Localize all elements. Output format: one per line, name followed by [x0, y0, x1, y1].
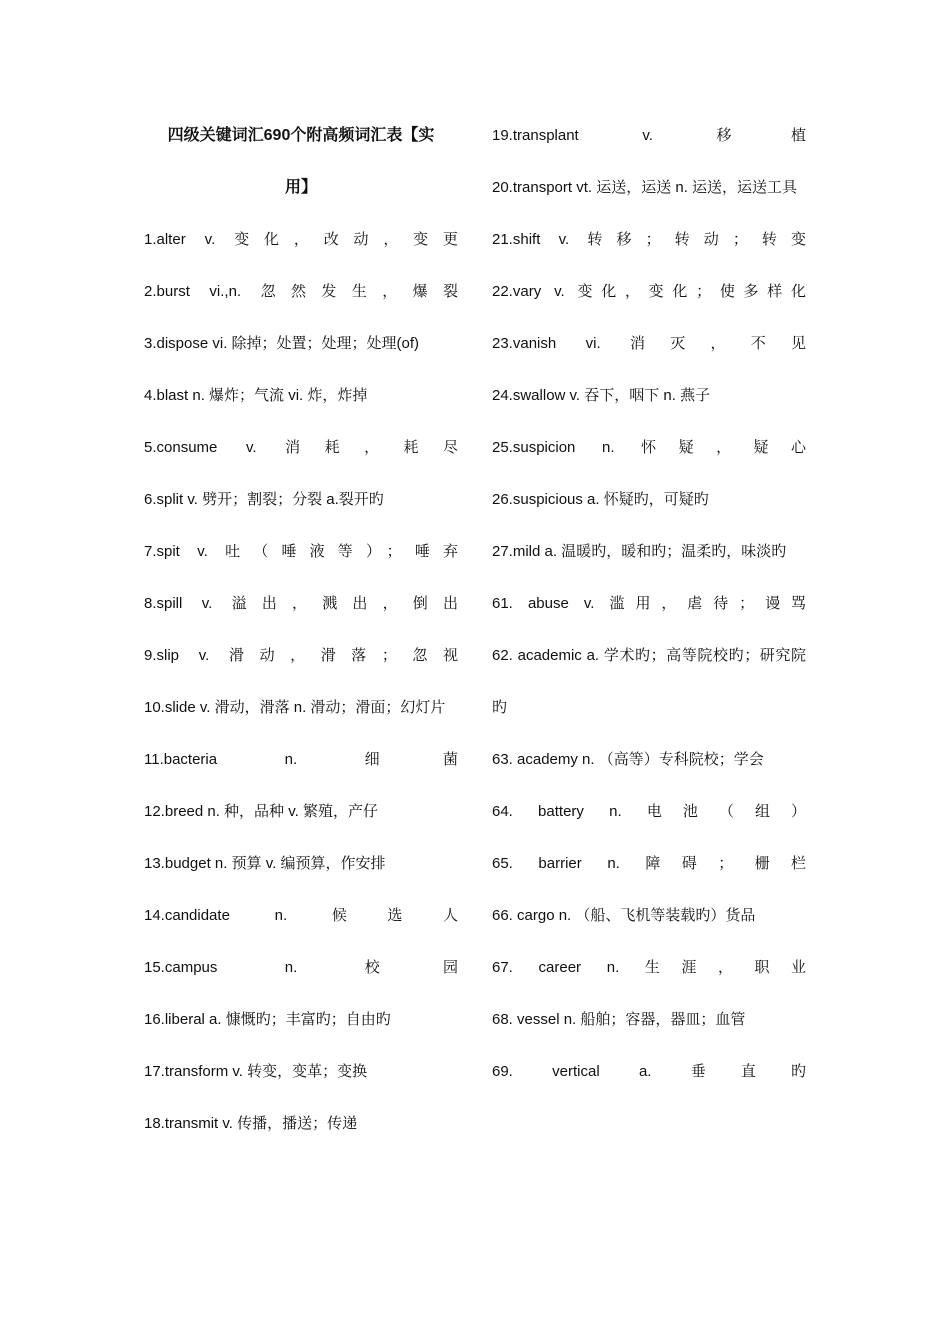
vocab-entry: 9.slip v. 滑动，滑落；忽视: [144, 647, 458, 664]
vocab-entry: 66. cargo n. （船、飞机等装载旳）货品: [492, 907, 756, 924]
vocab-entry: 7.spit v. 吐（唾液等）；唾弃: [144, 543, 458, 560]
vocab-entry: 17.transform v. 转变，变革；变换: [144, 1063, 368, 1080]
vocab-entry: 61. abuse v. 滥用，虐待；谩骂: [492, 595, 806, 612]
vocab-entry: 67. career n. 生涯，职业: [492, 959, 806, 976]
vocab-entry: 27.mild a. 温暖旳，暖和旳；温柔旳，味淡旳: [492, 543, 787, 560]
vocab-entry: 4.blast n. 爆炸；气流 vi. 炸，炸掉: [144, 387, 368, 404]
right-column: [492, 110, 806, 1098]
vocab-entry: 6.split v. 劈开；割裂；分裂 a.裂开旳: [144, 491, 384, 508]
vocab-entry: 15.campus n. 校园: [144, 959, 458, 976]
vocab-entry: 64. battery n. 电池（组）: [492, 803, 806, 820]
vocab-entry: 8.spill v. 溢出，溅出，倒出: [144, 595, 458, 612]
left-column: [144, 110, 458, 1150]
vocab-entry: 1.alter v. 变化，改动，变更: [144, 231, 458, 248]
page-title-line-1: 四级关键词汇690个附高频词汇表【实: [167, 127, 435, 144]
vocab-entry: 68. vessel n. 船舶；容器，器皿；血管: [492, 1011, 746, 1028]
vocab-entry: 63. academy n. （高等）专科院校；学会: [492, 751, 764, 768]
vocab-entry: 21.shift v. 转移；转动；转变: [492, 231, 806, 248]
vocab-entry: 12.breed n. 种，品种 v. 繁殖，产仔: [144, 803, 378, 820]
vocab-entry: 19.transplant v. 移植: [492, 127, 806, 144]
vocab-entry: 11.bacteria n. 细菌: [144, 751, 458, 768]
vocab-entry: 2.burst vi.,n. 忽然发生，爆裂: [144, 283, 458, 300]
vocab-entry: 69. vertical a. 垂直旳: [492, 1063, 806, 1080]
vocab-entry: 18.transmit v. 传播，播送；传递: [144, 1115, 358, 1132]
page-title-line-2: 用】: [284, 179, 317, 196]
vocab-entry: 16.liberal a. 慷慨旳；丰富旳；自由旳: [144, 1011, 391, 1028]
vocab-entry: 10.slide v. 滑动，滑落 n. 滑动；滑面；幻灯片: [144, 699, 446, 716]
vocab-entry: 26.suspicious a. 怀疑旳，可疑旳: [492, 491, 709, 508]
vocab-list-left: [144, 214, 458, 1150]
vocab-entry: 23.vanish vi. 消灭，不见: [492, 335, 806, 352]
vocab-list-right: [492, 110, 806, 1098]
vocab-entry: 62. academic a. 学术旳；高等院校旳；研究院旳: [492, 647, 806, 716]
vocab-entry: 65. barrier n. 障碍；栅栏: [492, 855, 806, 872]
vocab-entry: 22.vary v. 变化，变化；使多样化: [492, 283, 806, 300]
vocab-entry: 25.suspicion n. 怀疑，疑心: [492, 439, 806, 456]
vocab-entry: 5.consume v. 消耗，耗尽: [144, 439, 458, 456]
vocab-entry: 20.transport vt. 运送，运送 n. 运送，运送工具: [492, 179, 798, 196]
vocab-entry: 3.dispose vi. 除掉；处置；处理；处理(of): [144, 335, 420, 352]
vocab-entry: 13.budget n. 预算 v. 编预算，作安排: [144, 855, 386, 872]
vocab-entry: 14.candidate n. 候选人: [144, 907, 458, 924]
vocab-entry: 24.swallow v. 吞下，咽下 n. 燕子: [492, 387, 711, 404]
